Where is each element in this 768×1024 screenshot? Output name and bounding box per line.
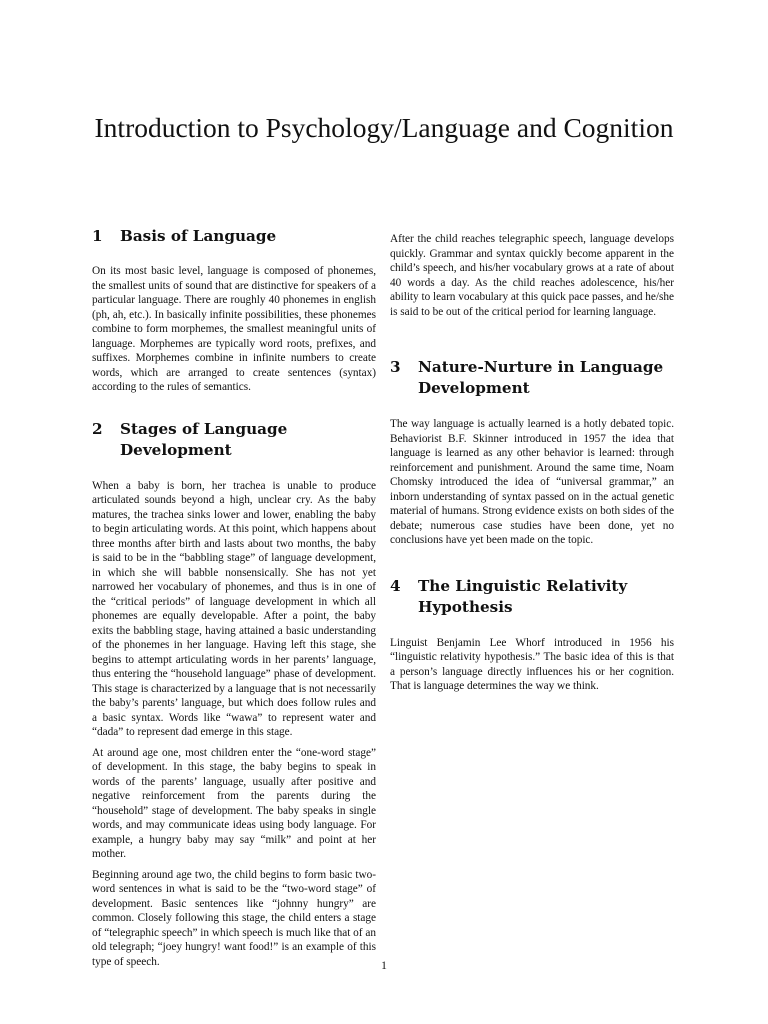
paragraph: At around age one, most children enter the “one-word stage” of development. In this stage, the baby begins to speak in words of the parents’ language, usually after positive and negative reinforcement from the parents during the “household” stage of development. The baby speaks in single words, and may communicate ideas using body language. For example, a hungry baby may say “milk” and point at her mother. bbox=[92, 746, 376, 860]
section-number: 2 bbox=[92, 419, 103, 438]
paragraph: Linguist Benjamin Lee Whorf introduced in 1956 his “linguistic relativity hypothesis.” The basic idea of this is that a person’s language directly influences his or her cognition. That is language determines the way we think. bbox=[390, 636, 674, 692]
paragraph: When a baby is born, her trachea is unable to produce articulated sounds beyond a high, unclear cry. As the baby matures, the trachea sinks lower and lower, enabling the baby to begin articulating words. At this point, which happens about three months after birth and lasts about two months, the baby is said to be in the “babbling stage” of language development, in which she will babble nonsensically. She has not yet narrowed her vocabulary of phonemes, and thus is in one of the “critical periods” of language development in which all phonemes are equally developable. After a point, the baby exits the babbling stage, having attained a basic understanding of the phonemes in her language. Having left this stage, she begins to attempt articulating words in her parents’ language, thus entering the “household language” phase of development. This stage is characterized by a language that is not necessarily the baby’s parents’ language, but which does follow rules and a basic syntax. Words like “wawa” to represent water and “dada” to represent dad emerge in this stage. bbox=[92, 479, 376, 738]
section-heading bbox=[92, 419, 376, 461]
paragraph: On its most basic level, language is composed of phonemes, the smallest units of sound that are distinctive for speakers of a particular language. There are roughly 40 phonemes in english (ph, ah, etc.). In basically infinite possibilities, these phonemes combine to form morphemes, the smallest meaningful units of language. Morphemes are typically word roots, prefixes, and suffixes. Morphemes combine in infinite numbers to create words, which are arranged to create sentences (syntax) according to the rules of semantics. bbox=[92, 265, 376, 393]
section-title: The Linguistic Relativity Hypothesis bbox=[418, 576, 628, 616]
section-heading bbox=[92, 226, 376, 247]
paragraph: Beginning around age two, the child begins to form basic two-word sentences in what is said to be the “two-word stage” of development. Basic sentences like “johnny hungry” are common. Closely following this stage, the child enters a stage of “telegraphic speech” in which speech is much like that of an old telegraph; “joey hungry! want food!” is an example of this type of speech. bbox=[92, 868, 376, 968]
document-title: Introduction to Psychology/Language and Cognition bbox=[94, 112, 674, 143]
left-column bbox=[92, 226, 376, 969]
section-linguistic-relativity bbox=[390, 576, 674, 694]
section-number: 3 bbox=[390, 358, 401, 376]
section-nature-nurture bbox=[390, 357, 674, 548]
paragraph: After the child reaches telegraphic speech, language develops quickly. Grammar and syntax quickly become apparent in the child’s speech, and his/her vocabulary grows at a rate of about 40 words a day. As the child reaches adolescence, his/her ability to learn vocabulary at this quick pace passes, and he/she is said to be out of the critical period for learning language. bbox=[390, 233, 674, 318]
section-number: 4 bbox=[390, 576, 401, 595]
section-title: Nature-Nurture in Language Development bbox=[418, 358, 664, 397]
section-basis-of-language bbox=[92, 226, 376, 395]
paragraph: The way language is actually learned is a hotly debated topic. Behaviorist B.F. Skinner introduced in 1957 the idea that language is learned as any other behavior is learned: through reinforcement and punishment. Around the same time, Noam Chomsky introduced the idea of “universal grammar,” an inborn understanding of syntax passed on in the actual genetic material of humans. Strong evidence exists on both sides of the debate; numerous case studies have been done, yet no conclusions have yet been made on the topic. bbox=[390, 418, 674, 546]
section-heading bbox=[390, 357, 674, 399]
section-stages-of-language-development bbox=[92, 419, 376, 970]
section-number: 1 bbox=[92, 227, 103, 245]
section-title: Stages of Language Development bbox=[120, 419, 288, 459]
right-column bbox=[390, 232, 674, 694]
page-number: 1 bbox=[381, 960, 387, 972]
section-heading bbox=[390, 576, 674, 618]
section-title: Basis of Language bbox=[120, 227, 277, 245]
